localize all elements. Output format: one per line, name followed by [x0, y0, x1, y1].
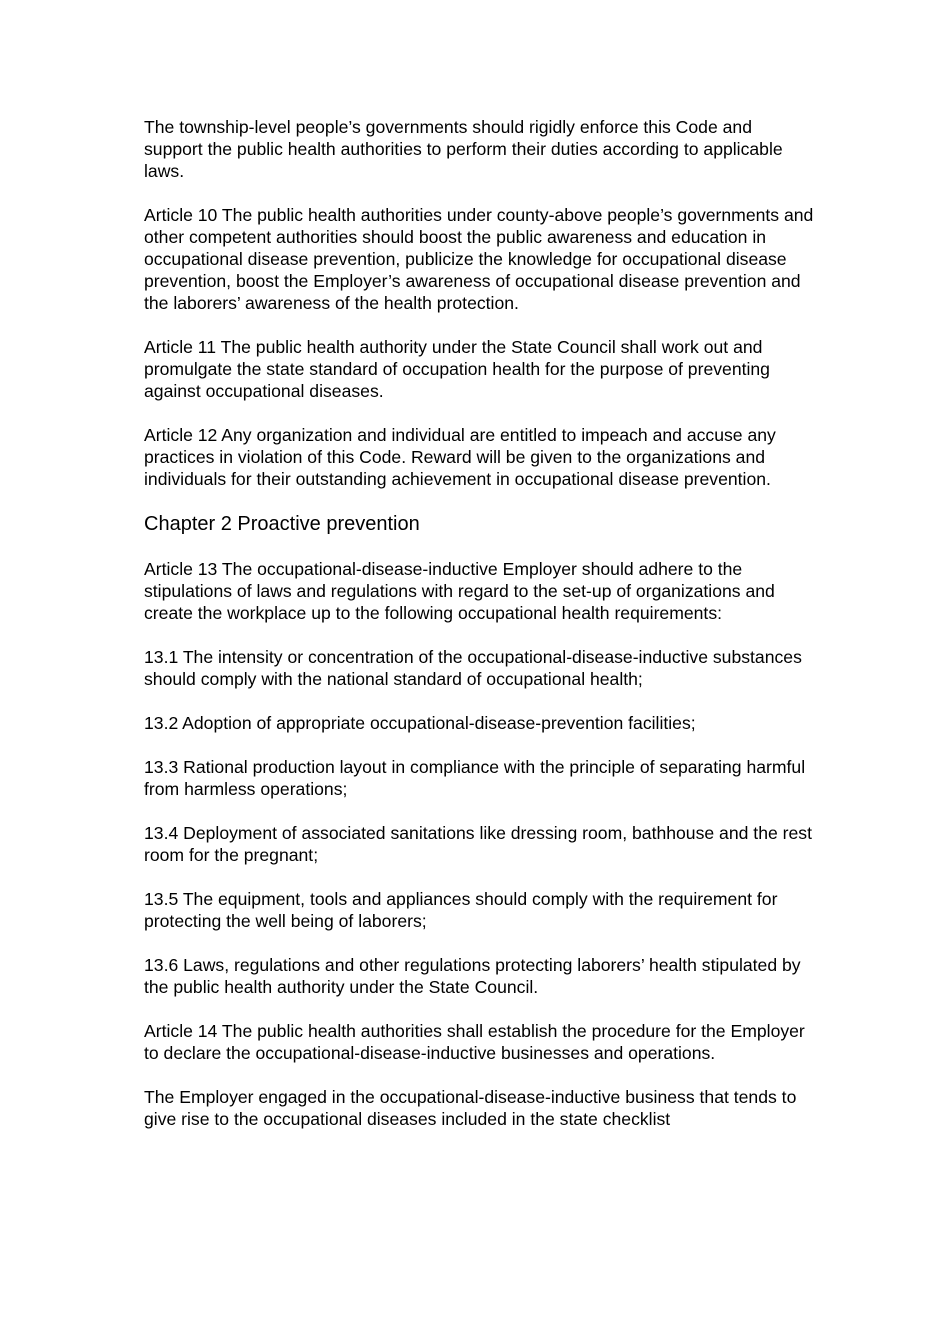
paragraph-article-12: Article 12 Any organization and individual are entitled to impeach and accuse any practices in violation of this Code. Reward will be given to the organizations and individuals for their outstanding achievement in occupational disease prevention. — [144, 425, 776, 489]
paragraph-article-11: Article 11 The public health authority under the State Council shall work out and promulgate the state standard of occupation health for the purpose of preventing against occupational diseases. — [144, 337, 770, 401]
document-page — [144, 116, 814, 1152]
paragraph-township-governments: The township-level people’s governments should rigidly enforce this Code and support the public health authorities to perform their duties according to applicable laws. — [144, 117, 783, 181]
paragraph-13-6: 13.6 Laws, regulations and other regulations protecting laborers’ health stipulated by the public health authority under the State Council. — [144, 955, 801, 997]
paragraph-13-3: 13.3 Rational production layout in compliance with the principle of separating harmful from harmless operations; — [144, 757, 806, 799]
paragraph-article-10: Article 10 The public health authorities under county-above people’s governments and other competent authorities should boost the public awareness and education in occupational disease prevention, publicize the knowledge for occupational disease prevention, boost the Employer’s awareness of occupational disease prevention and the laborers’ awareness of the health protection. — [144, 205, 814, 313]
paragraph-13-5: 13.5 The equipment, tools and appliances should comply with the requirement for protecting the well being of laborers; — [144, 889, 778, 931]
paragraph-article-13: Article 13 The occupational-disease-inductive Employer should adhere to the stipulations of laws and regulations with regard to the set-up of organizations and create the workplace up to the following occupational health requirements: — [144, 559, 775, 623]
chapter-heading: Chapter 2 Proactive prevention — [144, 513, 420, 535]
paragraph-13-2: 13.2 Adoption of appropriate occupational-disease-prevention facilities; — [144, 713, 696, 733]
paragraph-employer-declaration: The Employer engaged in the occupational-disease-inductive business that tends to give rise to the occupational diseases included in the state checklist — [144, 1087, 797, 1129]
paragraph-13-1: 13.1 The intensity or concentration of the occupational-disease-inductive substances should comply with the national standard of occupational health; — [144, 647, 802, 689]
paragraph-article-14: Article 14 The public health authorities shall establish the procedure for the Employer to declare the occupational-disease-inductive businesses and operations. — [144, 1021, 805, 1063]
paragraph-13-4: 13.4 Deployment of associated sanitations like dressing room, bathhouse and the rest room for the pregnant; — [144, 823, 812, 865]
